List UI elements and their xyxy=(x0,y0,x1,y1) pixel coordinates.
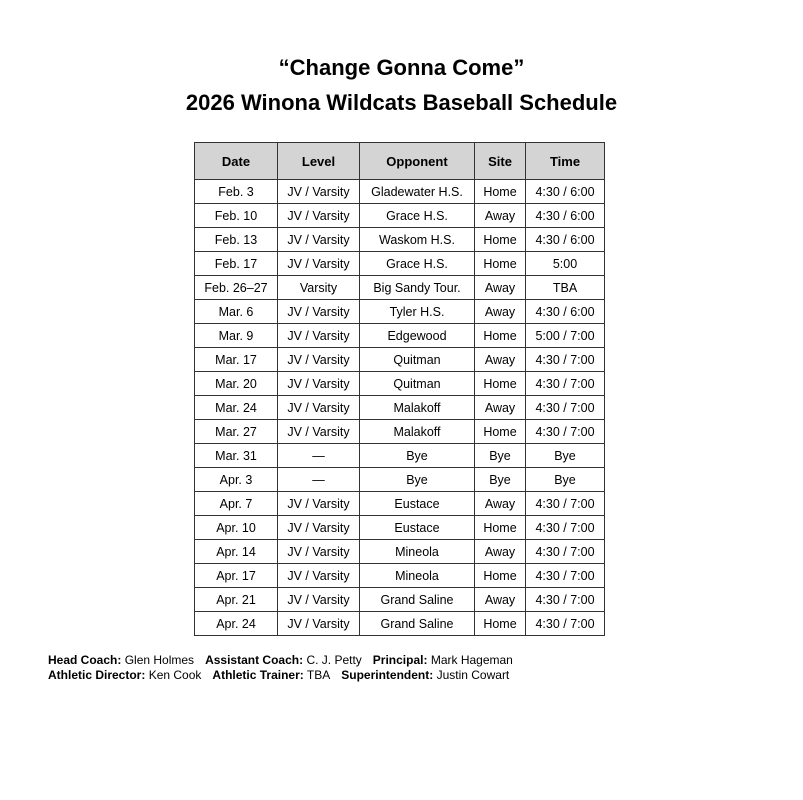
staff-role-label: Principal: xyxy=(372,653,428,667)
cell-opponent: Malakoff xyxy=(360,420,475,444)
staff-line xyxy=(48,668,524,683)
cell-site: Bye xyxy=(475,444,526,468)
staff-role-label: Superintendent: xyxy=(341,668,434,682)
table-row xyxy=(195,516,605,540)
cell-date: Mar. 20 xyxy=(195,372,278,396)
header-opponent: Opponent xyxy=(360,143,475,180)
header-level: Level xyxy=(278,143,360,180)
staff-line xyxy=(48,653,524,668)
cell-date: Apr. 24 xyxy=(195,612,278,636)
table-row xyxy=(195,612,605,636)
cell-time: 4:30 / 6:00 xyxy=(526,204,605,228)
cell-level: JV / Varsity xyxy=(278,204,360,228)
cell-level: JV / Varsity xyxy=(278,396,360,420)
staff-credits xyxy=(48,653,524,683)
header-site: Site xyxy=(475,143,526,180)
cell-date: Feb. 26–27 xyxy=(195,276,278,300)
table-row xyxy=(195,252,605,276)
cell-level: JV / Varsity xyxy=(278,372,360,396)
cell-opponent: Grace H.S. xyxy=(360,252,475,276)
cell-level: Varsity xyxy=(278,276,360,300)
header-time: Time xyxy=(526,143,605,180)
staff-name: Glen Holmes xyxy=(124,653,195,667)
cell-level: JV / Varsity xyxy=(278,252,360,276)
table-row xyxy=(195,204,605,228)
cell-opponent: Mineola xyxy=(360,564,475,588)
staff-name: Justin Cowart xyxy=(436,668,510,682)
cell-level: JV / Varsity xyxy=(278,228,360,252)
cell-site: Away xyxy=(475,300,526,324)
schedule-body xyxy=(195,180,605,636)
cell-site: Home xyxy=(475,420,526,444)
table-row xyxy=(195,324,605,348)
document-subtitle: 2026 Winona Wildcats Baseball Schedule xyxy=(185,90,618,115)
table-header-row xyxy=(195,143,605,180)
cell-date: Mar. 27 xyxy=(195,420,278,444)
table-row xyxy=(195,300,605,324)
cell-site: Home xyxy=(475,372,526,396)
cell-time: 5:00 / 7:00 xyxy=(526,324,605,348)
cell-site: Home xyxy=(475,252,526,276)
cell-date: Mar. 9 xyxy=(195,324,278,348)
cell-site: Home xyxy=(475,324,526,348)
cell-level: JV / Varsity xyxy=(278,588,360,612)
staff-name: TBA xyxy=(306,668,331,682)
cell-site: Home xyxy=(475,516,526,540)
cell-opponent: Edgewood xyxy=(360,324,475,348)
cell-opponent: Eustace xyxy=(360,516,475,540)
cell-site: Bye xyxy=(475,468,526,492)
cell-time: 4:30 / 7:00 xyxy=(526,540,605,564)
cell-date: Mar. 31 xyxy=(195,444,278,468)
cell-time: TBA xyxy=(526,276,605,300)
cell-level: — xyxy=(278,468,360,492)
schedule-table xyxy=(194,142,605,636)
cell-level: JV / Varsity xyxy=(278,348,360,372)
cell-date: Mar. 17 xyxy=(195,348,278,372)
cell-opponent: Grand Saline xyxy=(360,612,475,636)
cell-time: 4:30 / 7:00 xyxy=(526,564,605,588)
staff-item xyxy=(205,653,362,667)
cell-site: Home xyxy=(475,180,526,204)
cell-date: Apr. 10 xyxy=(195,516,278,540)
cell-time: 4:30 / 6:00 xyxy=(526,180,605,204)
cell-level: JV / Varsity xyxy=(278,492,360,516)
cell-opponent: Mineola xyxy=(360,540,475,564)
cell-site: Home xyxy=(475,564,526,588)
cell-opponent: Waskom H.S. xyxy=(360,228,475,252)
cell-time: 4:30 / 7:00 xyxy=(526,612,605,636)
cell-opponent: Malakoff xyxy=(360,396,475,420)
cell-site: Away xyxy=(475,396,526,420)
table-row xyxy=(195,564,605,588)
staff-item xyxy=(212,668,330,682)
cell-time: 4:30 / 7:00 xyxy=(526,420,605,444)
cell-date: Feb. 10 xyxy=(195,204,278,228)
cell-time: 4:30 / 7:00 xyxy=(526,348,605,372)
cell-level: JV / Varsity xyxy=(278,612,360,636)
cell-opponent: Grace H.S. xyxy=(360,204,475,228)
cell-opponent: Eustace xyxy=(360,492,475,516)
staff-name: Mark Hageman xyxy=(430,653,513,667)
staff-item xyxy=(341,668,509,682)
table-row xyxy=(195,276,605,300)
cell-time: Bye xyxy=(526,444,605,468)
cell-date: Apr. 14 xyxy=(195,540,278,564)
cell-time: 4:30 / 6:00 xyxy=(526,300,605,324)
cell-level: — xyxy=(278,444,360,468)
cell-level: JV / Varsity xyxy=(278,420,360,444)
table-row xyxy=(195,420,605,444)
cell-opponent: Bye xyxy=(360,444,475,468)
cell-date: Mar. 24 xyxy=(195,396,278,420)
staff-item xyxy=(48,653,194,667)
cell-opponent: Grand Saline xyxy=(360,588,475,612)
table-row xyxy=(195,444,605,468)
cell-site: Away xyxy=(475,204,526,228)
cell-date: Feb. 17 xyxy=(195,252,278,276)
table-row xyxy=(195,228,605,252)
cell-opponent: Big Sandy Tour. xyxy=(360,276,475,300)
staff-role-label: Athletic Director: xyxy=(48,668,146,682)
cell-date: Mar. 6 xyxy=(195,300,278,324)
table-row xyxy=(195,588,605,612)
cell-date: Apr. 21 xyxy=(195,588,278,612)
cell-date: Apr. 17 xyxy=(195,564,278,588)
cell-level: JV / Varsity xyxy=(278,180,360,204)
header-date: Date xyxy=(195,143,278,180)
staff-item xyxy=(48,668,201,682)
cell-level: JV / Varsity xyxy=(278,324,360,348)
cell-date: Feb. 3 xyxy=(195,180,278,204)
staff-name: C. J. Petty xyxy=(306,653,362,667)
cell-time: 4:30 / 7:00 xyxy=(526,516,605,540)
cell-site: Away xyxy=(475,348,526,372)
cell-site: Away xyxy=(475,540,526,564)
document-title: “Change Gonna Come” xyxy=(278,55,525,80)
cell-time: 5:00 xyxy=(526,252,605,276)
cell-level: JV / Varsity xyxy=(278,540,360,564)
cell-opponent: Quitman xyxy=(360,372,475,396)
cell-time: 4:30 / 7:00 xyxy=(526,492,605,516)
cell-date: Apr. 3 xyxy=(195,468,278,492)
cell-level: JV / Varsity xyxy=(278,516,360,540)
cell-date: Apr. 7 xyxy=(195,492,278,516)
cell-opponent: Gladewater H.S. xyxy=(360,180,475,204)
cell-time: 4:30 / 7:00 xyxy=(526,372,605,396)
cell-date: Feb. 13 xyxy=(195,228,278,252)
staff-role-label: Assistant Coach: xyxy=(205,653,304,667)
staff-item xyxy=(373,653,513,667)
staff-name: Ken Cook xyxy=(148,668,202,682)
cell-time: Bye xyxy=(526,468,605,492)
table-row xyxy=(195,468,605,492)
staff-role-label: Head Coach: xyxy=(48,653,122,667)
staff-role-label: Athletic Trainer: xyxy=(212,668,304,682)
cell-level: JV / Varsity xyxy=(278,300,360,324)
table-row xyxy=(195,348,605,372)
cell-site: Away xyxy=(475,276,526,300)
cell-time: 4:30 / 7:00 xyxy=(526,588,605,612)
table-row xyxy=(195,396,605,420)
cell-opponent: Bye xyxy=(360,468,475,492)
cell-site: Away xyxy=(475,492,526,516)
cell-time: 4:30 / 7:00 xyxy=(526,396,605,420)
cell-site: Away xyxy=(475,588,526,612)
table-row xyxy=(195,492,605,516)
cell-level: JV / Varsity xyxy=(278,564,360,588)
table-row xyxy=(195,372,605,396)
cell-opponent: Tyler H.S. xyxy=(360,300,475,324)
cell-time: 4:30 / 6:00 xyxy=(526,228,605,252)
table-row xyxy=(195,540,605,564)
cell-site: Home xyxy=(475,228,526,252)
cell-site: Home xyxy=(475,612,526,636)
table-row xyxy=(195,180,605,204)
cell-opponent: Quitman xyxy=(360,348,475,372)
